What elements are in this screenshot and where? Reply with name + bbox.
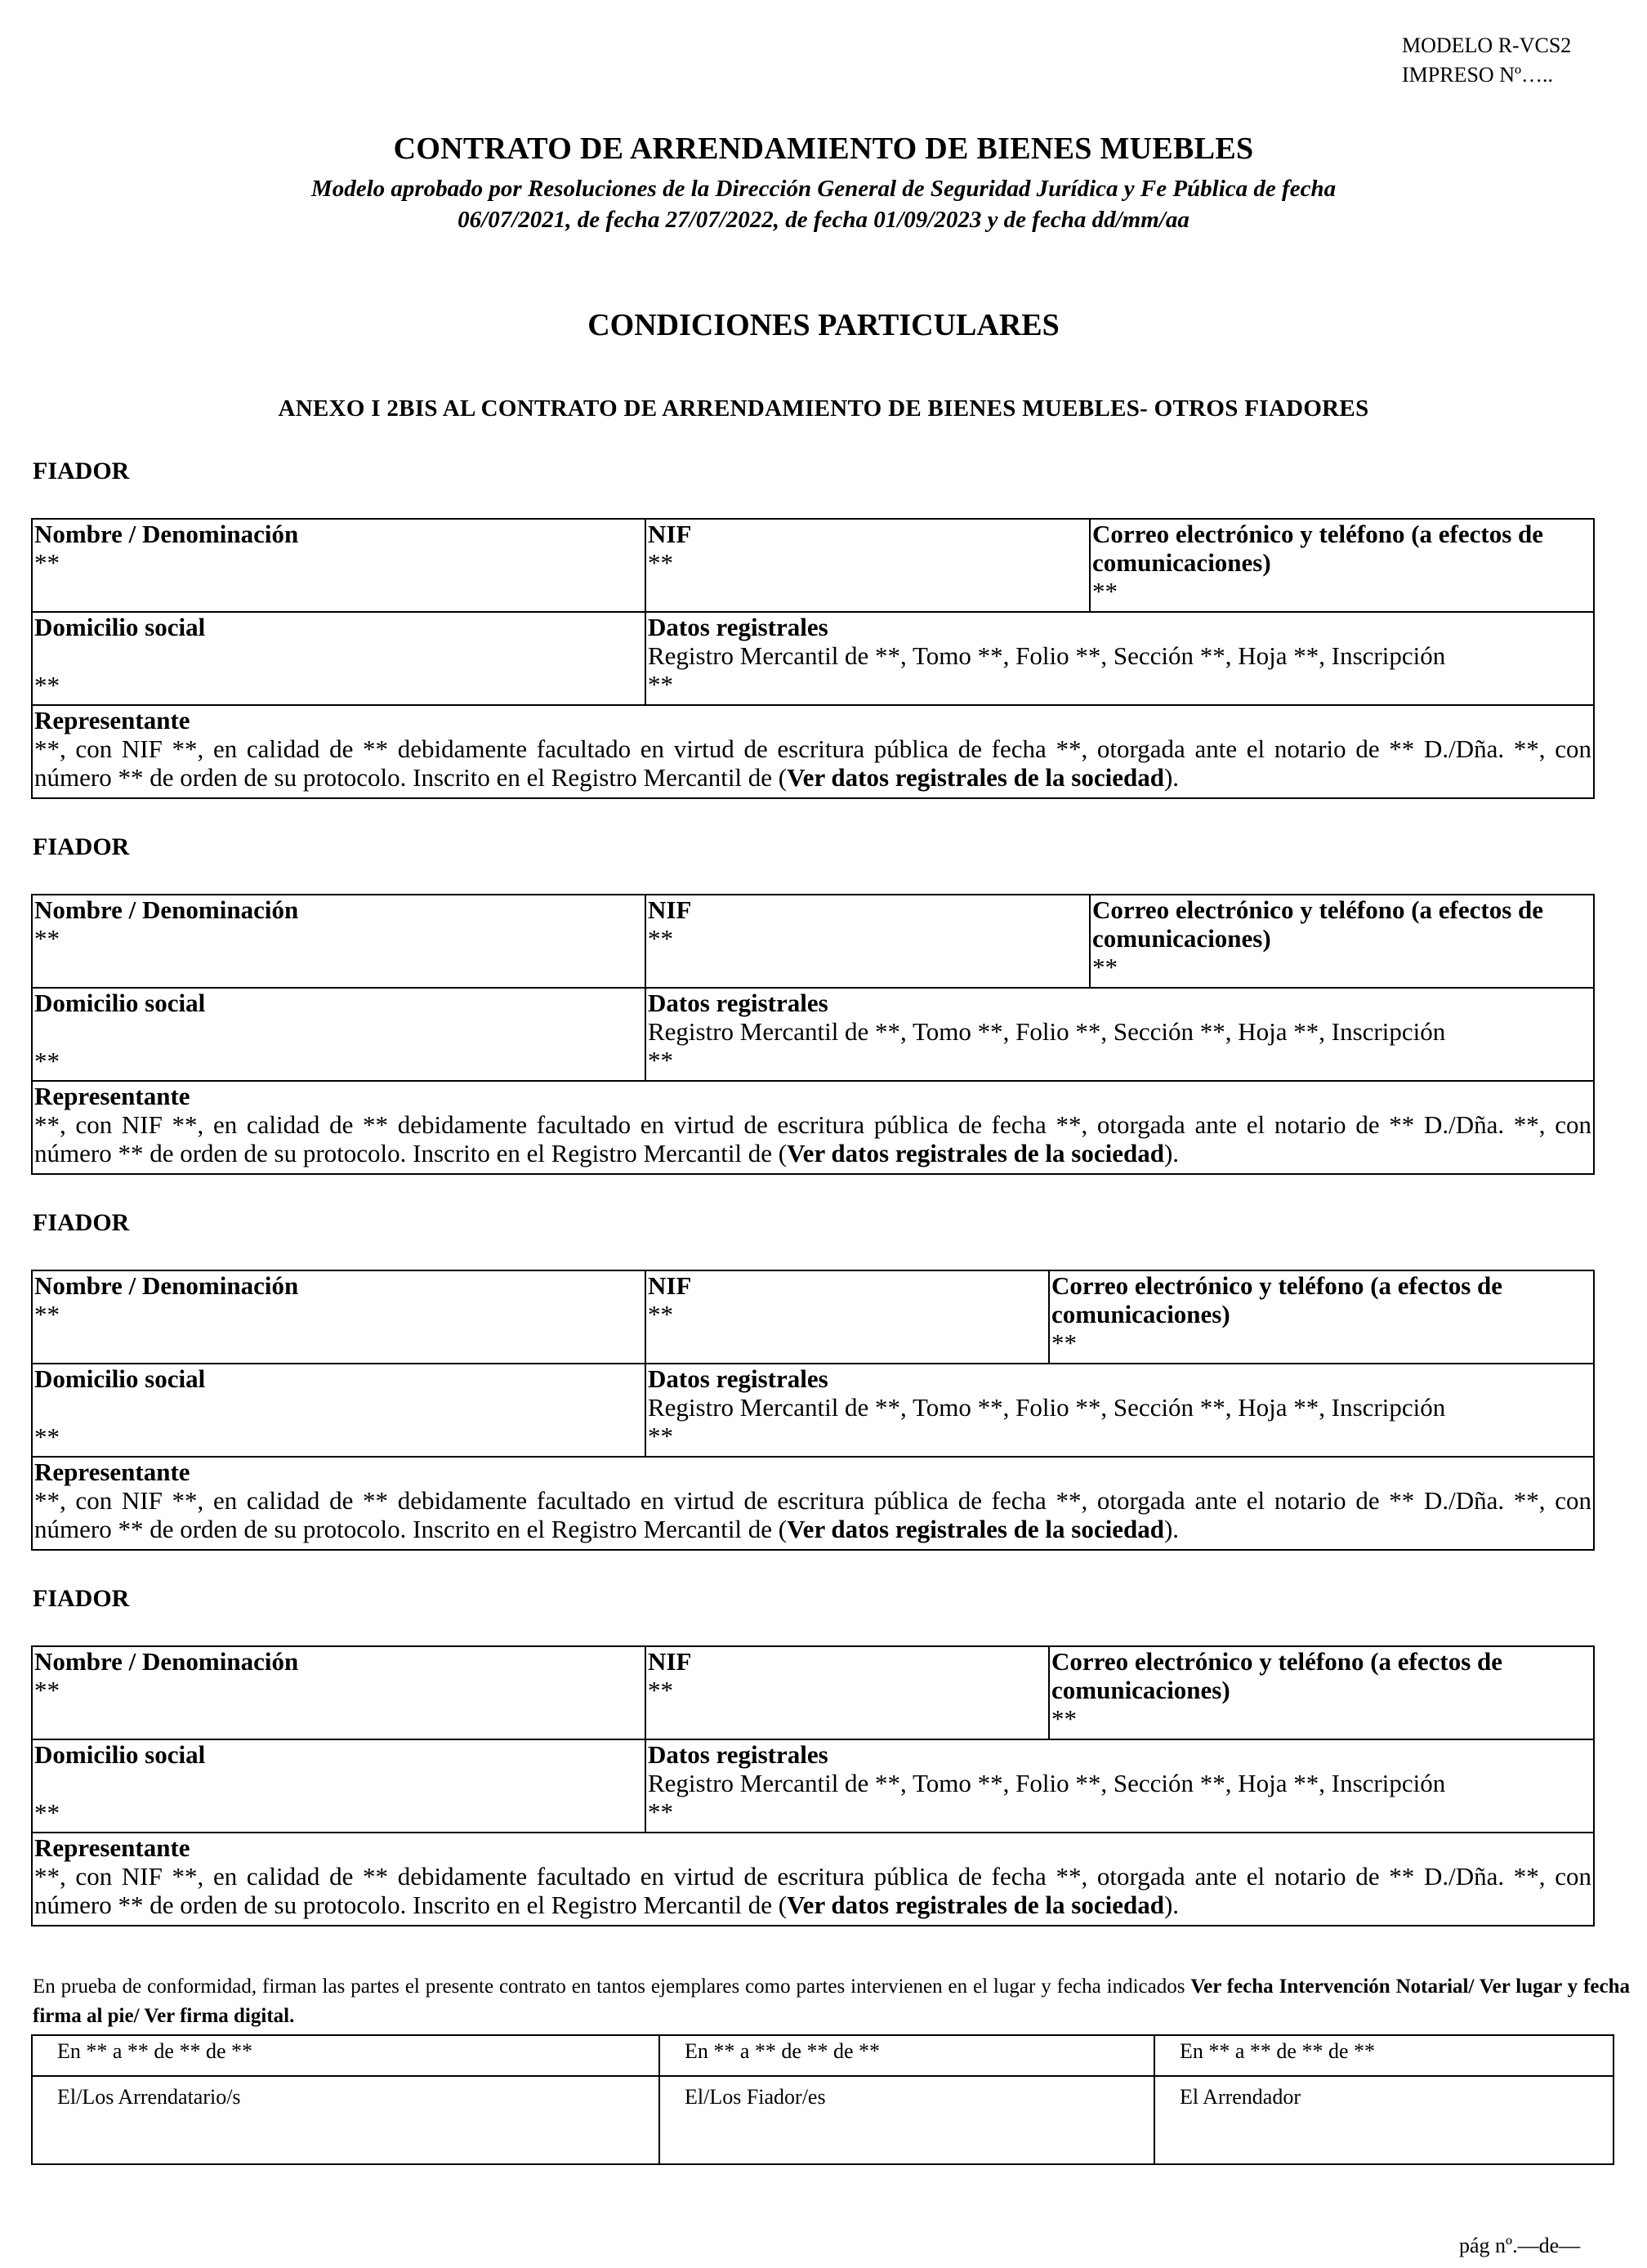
registry-label: Datos registrales (648, 613, 828, 641)
contact-label: Correo electrónico y teléfono (a efectos de comunicaciones) (1051, 1271, 1503, 1328)
guarantor-table (31, 518, 1595, 799)
domicile-label: Domicilio social (34, 1740, 206, 1769)
signature-party-guarantor[interactable]: El/Los Fiador/es (659, 2076, 1154, 2164)
contact-value[interactable]: ** (1051, 1704, 1077, 1733)
registry-text: Registro Mercantil de **, Tomo **, Folio **, Sección **, Hoja **, Inscripción (648, 1769, 1446, 1797)
guarantor-label: FIADOR (33, 458, 130, 484)
rep-text-body: **, con NIF **, en calidad de ** debidamente facultado en virtud de escritura pública de fecha **, otorgada ante el notario de ** D./Dña. **, con número ** de orden de su protocolo. Inscrito en el Registro Mercantil de ( (34, 734, 1591, 792)
annex-heading: ANEXO I 2BIS AL CONTRATO DE ARRENDAMIENTO DE BIENES MUEBLES- OTROS FIADORES (278, 395, 1369, 422)
representative-cell (32, 1457, 1594, 1550)
registry-cell (645, 1364, 1594, 1457)
contact-label: Correo electrónico y teléfono (a efectos de comunicaciones) (1092, 520, 1544, 577)
guarantor-label: FIADOR (33, 1585, 130, 1612)
name-label: Nombre / Denominación (34, 895, 299, 924)
print-number: IMPRESO Nº….. (1402, 63, 1554, 87)
registry-text: Registro Mercantil de **, Tomo **, Folio **, Sección **, Hoja **, Inscripción (648, 1393, 1446, 1422)
contact-cell (1090, 519, 1594, 612)
name-cell (32, 1646, 645, 1739)
model-code: MODELO R-VCS2 (1402, 33, 1572, 57)
domicile-label: Domicilio social (34, 1364, 206, 1393)
signature-place-date[interactable]: En ** a ** de ** de ** (1154, 2035, 1614, 2076)
contact-label: Correo electrónico y teléfono (a efectos de comunicaciones) (1092, 895, 1544, 953)
subtitle-line-1: Modelo aprobado por Resoluciones de la Dirección General de Seguridad Jurídica y Fe Pública de fecha (310, 176, 1337, 202)
rep-text-end: ). (1163, 1515, 1180, 1543)
contact-cell (1049, 1646, 1594, 1739)
representative-cell (32, 705, 1594, 798)
guarantor-label: FIADOR (33, 1209, 130, 1236)
name-cell (32, 1270, 645, 1364)
registry-label: Datos registrales (648, 1364, 828, 1393)
contact-cell (1049, 1270, 1594, 1364)
signature-table (31, 2034, 1614, 2165)
representative-label: Representante (34, 1833, 190, 1862)
nif-value[interactable]: ** (648, 924, 673, 953)
domicile-label: Domicilio social (34, 989, 206, 1017)
domicile-value[interactable]: ** (34, 671, 60, 699)
representative-text (34, 1862, 1591, 1919)
registry-value[interactable]: ** (648, 670, 673, 699)
registry-cell (645, 988, 1594, 1081)
registry-label: Datos registrales (648, 1740, 828, 1769)
name-value[interactable]: ** (34, 924, 60, 953)
nif-value[interactable]: ** (648, 1300, 673, 1328)
rep-text-end: ). (1163, 1139, 1180, 1167)
registry-value[interactable]: ** (648, 1046, 673, 1074)
representative-cell (32, 1833, 1594, 1926)
guarantor-table (31, 894, 1595, 1175)
nif-cell (645, 895, 1090, 988)
signature-party-tenant[interactable]: El/Los Arrendatario/s (32, 2076, 659, 2164)
signature-party-lessor[interactable]: El Arrendador (1154, 2076, 1614, 2164)
domicile-cell (32, 612, 645, 705)
rep-text-end: ). (1163, 1891, 1180, 1919)
representative-label: Representante (34, 1458, 190, 1486)
registry-value[interactable]: ** (648, 1797, 673, 1826)
contact-cell (1090, 895, 1594, 988)
contact-value[interactable]: ** (1092, 577, 1118, 605)
signature-place-date[interactable]: En ** a ** de ** de ** (32, 2035, 659, 2076)
guarantor-label: FIADOR (33, 833, 130, 860)
conformity-bold: Ver fecha Intervención Notarial/ Ver lugar y fecha firma al pie/ Ver firma digital. (33, 1976, 1630, 2027)
registry-text: Registro Mercantil de **, Tomo **, Folio **, Sección **, Hoja **, Inscripción (648, 641, 1446, 670)
nif-label: NIF (648, 1647, 692, 1676)
domicile-value[interactable]: ** (34, 1798, 60, 1827)
rep-registry-ref: Ver datos registrales de la sociedad (787, 763, 1164, 792)
nif-label: NIF (648, 520, 692, 548)
rep-text-body: **, con NIF **, en calidad de ** debidamente facultado en virtud de escritura pública de fecha **, otorgada ante el notario de ** D./Dña. **, con número ** de orden de su protocolo. Inscrito en el Registro Mercantil de ( (34, 1862, 1591, 1919)
name-label: Nombre / Denominación (34, 520, 299, 548)
name-value[interactable]: ** (34, 1300, 60, 1328)
name-label: Nombre / Denominación (34, 1271, 299, 1300)
guarantor-table (31, 1270, 1595, 1551)
name-cell (32, 519, 645, 612)
domicile-label: Domicilio social (34, 613, 206, 641)
contact-value[interactable]: ** (1051, 1328, 1077, 1357)
domicile-value[interactable]: ** (34, 1422, 60, 1451)
registry-cell (645, 1739, 1594, 1833)
guarantor-table (31, 1645, 1595, 1926)
rep-text-end: ). (1163, 763, 1180, 792)
signature-place-date[interactable]: En ** a ** de ** de ** (659, 2035, 1154, 2076)
registry-label: Datos registrales (648, 989, 828, 1017)
conformity-statement (33, 1972, 1630, 2031)
contact-label: Correo electrónico y teléfono (a efectos de comunicaciones) (1051, 1647, 1503, 1704)
representative-label: Representante (34, 706, 190, 734)
nif-cell (645, 1270, 1049, 1364)
registry-cell (645, 612, 1594, 705)
nif-cell (645, 519, 1090, 612)
representative-text (34, 1486, 1591, 1543)
registry-value[interactable]: ** (648, 1422, 673, 1450)
document-header (1402, 31, 1571, 90)
conformity-text: En prueba de conformidad, firman las partes el presente contrato en tantos ejemplares como partes intervienen en el lugar y fecha indicados (33, 1976, 1191, 1998)
nif-cell (645, 1646, 1049, 1739)
domicile-cell (32, 1739, 645, 1833)
domicile-cell (32, 988, 645, 1081)
rep-registry-ref: Ver datos registrales de la sociedad (787, 1515, 1164, 1543)
nif-label: NIF (648, 1271, 692, 1300)
registry-text: Registro Mercantil de **, Tomo **, Folio **, Sección **, Hoja **, Inscripción (648, 1017, 1446, 1046)
name-label: Nombre / Denominación (34, 1647, 299, 1676)
document-subtitle (0, 173, 1647, 235)
representative-text (34, 734, 1591, 792)
rep-text-body: **, con NIF **, en calidad de ** debidamente facultado en virtud de escritura pública de fecha **, otorgada ante el notario de ** D./Dña. **, con número ** de orden de su protocolo. Inscrito en el Registro Mercantil de ( (34, 1110, 1591, 1167)
name-value[interactable]: ** (34, 1676, 60, 1704)
document-title: CONTRATO DE ARRENDAMIENTO DE BIENES MUEBLES (393, 132, 1254, 166)
name-cell (32, 895, 645, 988)
representative-cell (32, 1081, 1594, 1174)
page-number: pág nº.—de— (1459, 2234, 1581, 2257)
domicile-value[interactable]: ** (34, 1047, 60, 1075)
nif-value[interactable]: ** (648, 548, 673, 577)
domicile-cell (32, 1364, 645, 1457)
name-value[interactable]: ** (34, 548, 60, 577)
representative-text (34, 1110, 1591, 1167)
contact-value[interactable]: ** (1092, 953, 1118, 981)
rep-registry-ref: Ver datos registrales de la sociedad (787, 1891, 1164, 1919)
conditions-heading: CONDICIONES PARTICULARES (587, 308, 1060, 342)
subtitle-line-2: 06/07/2021, de fecha 27/07/2022, de fecha 01/09/2023 y de fecha dd/mm/aa (458, 207, 1190, 233)
nif-value[interactable]: ** (648, 1676, 673, 1704)
representative-label: Representante (34, 1082, 190, 1110)
nif-label: NIF (648, 895, 692, 924)
rep-registry-ref: Ver datos registrales de la sociedad (787, 1139, 1164, 1167)
rep-text-body: **, con NIF **, en calidad de ** debidamente facultado en virtud de escritura pública de fecha **, otorgada ante el notario de ** D./Dña. **, con número ** de orden de su protocolo. Inscrito en el Registro Mercantil de ( (34, 1486, 1591, 1543)
